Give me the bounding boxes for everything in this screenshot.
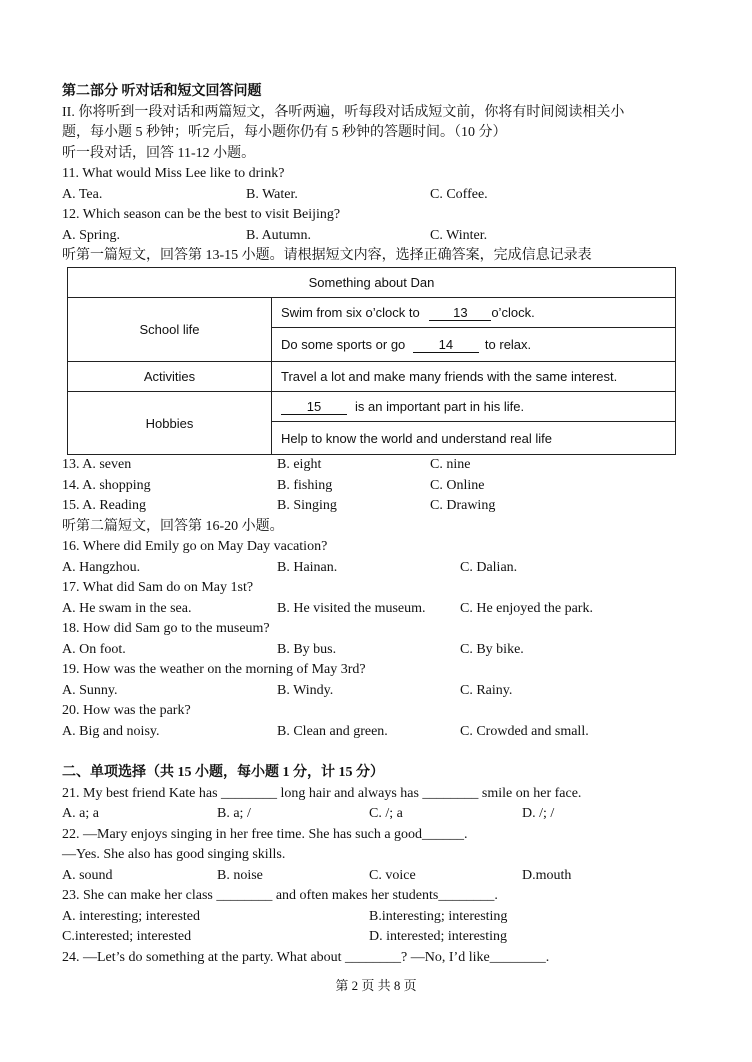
row1-prefix: Swim from six o’clock to <box>281 304 420 320</box>
q16-option-a: A. Hangzhou. <box>62 560 141 575</box>
q11-option-a: A. Tea. <box>62 187 103 202</box>
part2-title: 二、单项选择（共 15 小题，每小题 1 分，计 15 分） <box>62 765 384 780</box>
question-11: 11. What would Miss Lee like to drink? <box>62 166 285 181</box>
q22-option-b: B. noise <box>217 868 263 883</box>
school-life-label: School life <box>68 298 272 362</box>
q20-option-b: B. Clean and green. <box>277 724 388 739</box>
q15-option-a: 15. A. Reading <box>62 498 146 513</box>
section-title: 第二部分 听对话和短文回答问题 <box>62 84 262 99</box>
q14-option-b: B. fishing <box>277 478 333 493</box>
q23-option-a: A. interesting; interested <box>62 909 201 924</box>
blank-13: 13 <box>429 305 491 321</box>
q17-option-c: C. He enjoyed the park. <box>460 601 593 616</box>
question-18: 18. How did Sam go to the museum? <box>62 621 270 636</box>
q23-option-b: B.interesting; interesting <box>369 909 508 924</box>
question-22-reply: —Yes. She also has good singing skills. <box>62 847 286 862</box>
q12-option-a: A. Spring. <box>62 228 120 243</box>
question-19: 19. How was the weather on the morning of May 3rd? <box>62 662 366 677</box>
question-16: 16. Where did Emily go on May Day vacation? <box>62 539 328 554</box>
q13-option-b: B. eight <box>277 457 322 472</box>
q13-option-a: 13. A. seven <box>62 457 132 472</box>
q22-option-d: D.mouth <box>522 868 572 883</box>
q21-option-c: C. /; a <box>369 806 403 821</box>
blank-15: 15 <box>281 399 347 415</box>
blank-14: 14 <box>413 337 479 353</box>
question-23: 23. She can make her class ________ and often makes her students________. <box>62 888 498 903</box>
q19-option-c: C. Rainy. <box>460 683 513 698</box>
q17-option-b: B. He visited the museum. <box>277 601 426 616</box>
table-row-hobby <box>272 392 676 422</box>
row2-suffix: to relax. <box>484 336 532 352</box>
question-24: 24. —Let’s do something at the party. What about ________? —No, I’d like________. <box>62 950 550 965</box>
passage2-intro: 听第二篇短文，回答第 16-20 小题。 <box>62 519 284 534</box>
question-21: 21. My best friend Kate has ________ long hair and always has ________ smile on her face. <box>62 786 582 801</box>
q11-option-c: C. Coffee. <box>430 187 488 202</box>
q19-option-b: B. Windy. <box>277 683 334 698</box>
table-row-swim <box>272 298 676 328</box>
q20-option-c: C. Crowded and small. <box>460 724 589 739</box>
q18-option-c: C. By bike. <box>460 642 524 657</box>
dialog-intro: 听一段对话，回答 11-12 小题。 <box>62 146 256 161</box>
activities-text: Travel a lot and make many friends with the same interest. <box>272 362 676 392</box>
q22-option-a: A. sound <box>62 868 113 883</box>
row1-suffix: o’clock. <box>491 304 535 320</box>
q12-option-b: B. Autumn. <box>246 228 311 243</box>
instructions-line-2: 题，每小题 5 秒钟；听完后，每小题你仍有 5 秒钟的答题时间。（10 分） <box>62 125 507 140</box>
q16-option-c: C. Dalian. <box>460 560 518 575</box>
passage1-intro: 听第一篇短文，回答第 13-15 小题。请根据短文内容，选择正确答案，完成信息记录表 <box>62 248 592 263</box>
q21-option-b: B. a; / <box>217 806 251 821</box>
table-header: Something about Dan <box>68 268 676 298</box>
activities-label: Activities <box>68 362 272 392</box>
question-20: 20. How was the park? <box>62 703 191 718</box>
q18-option-a: A. On foot. <box>62 642 126 657</box>
table-row-sports <box>272 328 676 362</box>
q23-option-d: D. interested; interesting <box>369 929 508 944</box>
info-record-table <box>67 267 676 455</box>
q23-option-c: C.interested; interested <box>62 929 192 944</box>
q20-option-a: A. Big and noisy. <box>62 724 160 739</box>
q18-option-b: B. By bus. <box>277 642 337 657</box>
q14-option-c: C. Online <box>430 478 485 493</box>
q14-option-a: 14. A. shopping <box>62 478 151 493</box>
q21-option-a: A. a; a <box>62 806 99 821</box>
q17-option-a: A. He swam in the sea. <box>62 601 192 616</box>
q16-option-b: B. Hainan. <box>277 560 338 575</box>
row2-prefix: Do some sports or go <box>281 336 406 352</box>
q22-option-c: C. voice <box>369 868 416 883</box>
q21-option-d: D. /; / <box>522 806 555 821</box>
q11-option-b: B. Water. <box>246 187 298 202</box>
hobbies-label: Hobbies <box>68 392 272 455</box>
question-17: 17. What did Sam do on May 1st? <box>62 580 254 595</box>
q12-option-c: C. Winter. <box>430 228 488 243</box>
question-22: 22. —Mary enjoys singing in her free time. She has such a good______. <box>62 827 468 842</box>
row4-suffix: is an important part in his life. <box>355 398 525 414</box>
q15-option-c: C. Drawing <box>430 498 496 513</box>
q13-option-c: C. nine <box>430 457 471 472</box>
question-12: 12. Which season can be the best to visit Beijing? <box>62 207 341 222</box>
q19-option-a: A. Sunny. <box>62 683 118 698</box>
table-row-help: Help to know the world and understand real life <box>272 422 676 455</box>
page-footer: 第 2 页 共 8 页 <box>335 978 417 993</box>
instructions-line-1: II. 你将听到一段对话和两篇短文，各听两遍，听每段对话成短文前，你将有时间阅读相关小 <box>62 105 625 120</box>
q15-option-b: B. Singing <box>277 498 337 513</box>
